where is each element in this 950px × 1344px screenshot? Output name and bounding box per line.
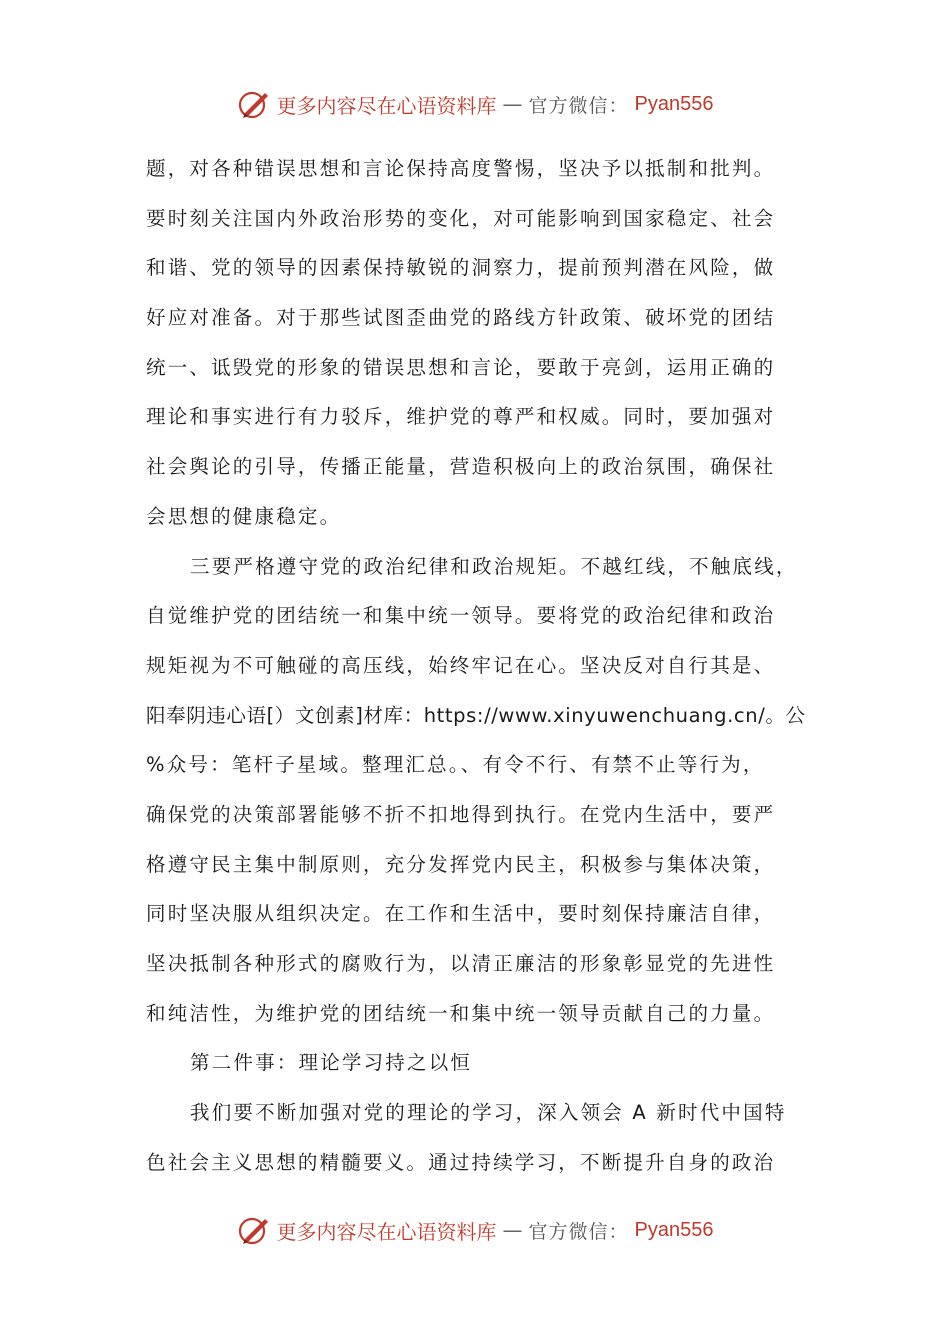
banner-wechat-id: Pyan556 xyxy=(634,92,714,115)
text-line: 同时坚决服从组织决定。在工作和生活中，要时刻保持廉洁自律， xyxy=(146,902,776,926)
document-body xyxy=(146,144,810,1187)
text-line: 我们要不断加强对党的理论的学习，深入领会 A 新时代中国特 xyxy=(190,1101,787,1125)
pen-logo-icon xyxy=(237,1213,271,1247)
text-line: 三要严格遵守党的政治纪律和政治规矩。不越红线，不触底线， xyxy=(190,554,798,578)
text-line: 要时刻关注国内外政治形势的变化，对可能影响到国家稳定、社会 xyxy=(146,206,776,230)
banner-wechat-label: 官方微信： xyxy=(528,1220,629,1243)
text-line: 和谐、党的领导的因素保持敏锐的洞察力，提前预判潜在风险，做 xyxy=(146,256,776,280)
banner-slogan: 更多内容尽在心语资料库 xyxy=(276,1219,497,1244)
section-heading: 第二件事：理论学习持之以恒 xyxy=(190,1051,473,1075)
banner-separator: — xyxy=(502,1218,523,1242)
footer-watermark-banner xyxy=(0,1210,950,1250)
pen-logo-icon xyxy=(237,87,271,121)
text-line: 阳奉阴违心语[）文创素]材库：https://www.xinyuwenchuang.cn/。公 xyxy=(146,703,806,727)
banner-slogan: 更多内容尽在心语资料库 xyxy=(276,93,497,118)
header-watermark-banner xyxy=(0,84,950,124)
text-line: 自觉维护党的团结统一和集中统一领导。要将党的政治纪律和政治 xyxy=(146,604,776,628)
text-line: 和纯洁性，为维护党的团结统一和集中统一领导贡献自己的力量。 xyxy=(146,1001,776,1025)
text-line: 坚决抵制各种形式的腐败行为，以清正廉洁的形象彰显党的先进性 xyxy=(146,952,776,975)
text-line: %众号：笔杆子星域。整理汇总。、有令不行、有禁不止等行为， xyxy=(146,753,765,777)
banner-separator: — xyxy=(502,92,523,116)
banner-wechat-id: Pyan556 xyxy=(634,1218,714,1241)
banner-wechat-label: 官方微信： xyxy=(528,94,629,117)
text-line: 社会舆论的引导，传播正能量，营造积极向上的政治氛围，确保社 xyxy=(146,455,776,479)
text-line: 统一、诋毁党的形象的错误思想和言论，要敢于亮剑，运用正确的 xyxy=(146,355,776,379)
text-line: 确保党的决策部署能够不折不扣地得到执行。在党内生活中，要严 xyxy=(146,802,776,826)
text-line: 规矩视为不可触碰的高压线，始终牢记在心。坚决反对自行其是、 xyxy=(146,653,776,677)
text-line: 格遵守民主集中制原则，充分发挥党内民主，积极参与集体决策， xyxy=(146,852,776,876)
text-line: 题，对各种错误思想和言论保持高度警惕，坚决予以抵制和批判。 xyxy=(146,157,776,180)
text-line: 会思想的健康稳定。 xyxy=(146,504,342,528)
text-line: 色社会主义思想的精髓要义。通过持续学习，不断提升自身的政治 xyxy=(146,1150,776,1174)
text-line: 理论和事实进行有力驳斥，维护党的尊严和权威。同时，要加强对 xyxy=(146,405,776,429)
text-line: 好应对准备。对于那些试图歪曲党的路线方针政策、破坏党的团结 xyxy=(146,306,776,330)
